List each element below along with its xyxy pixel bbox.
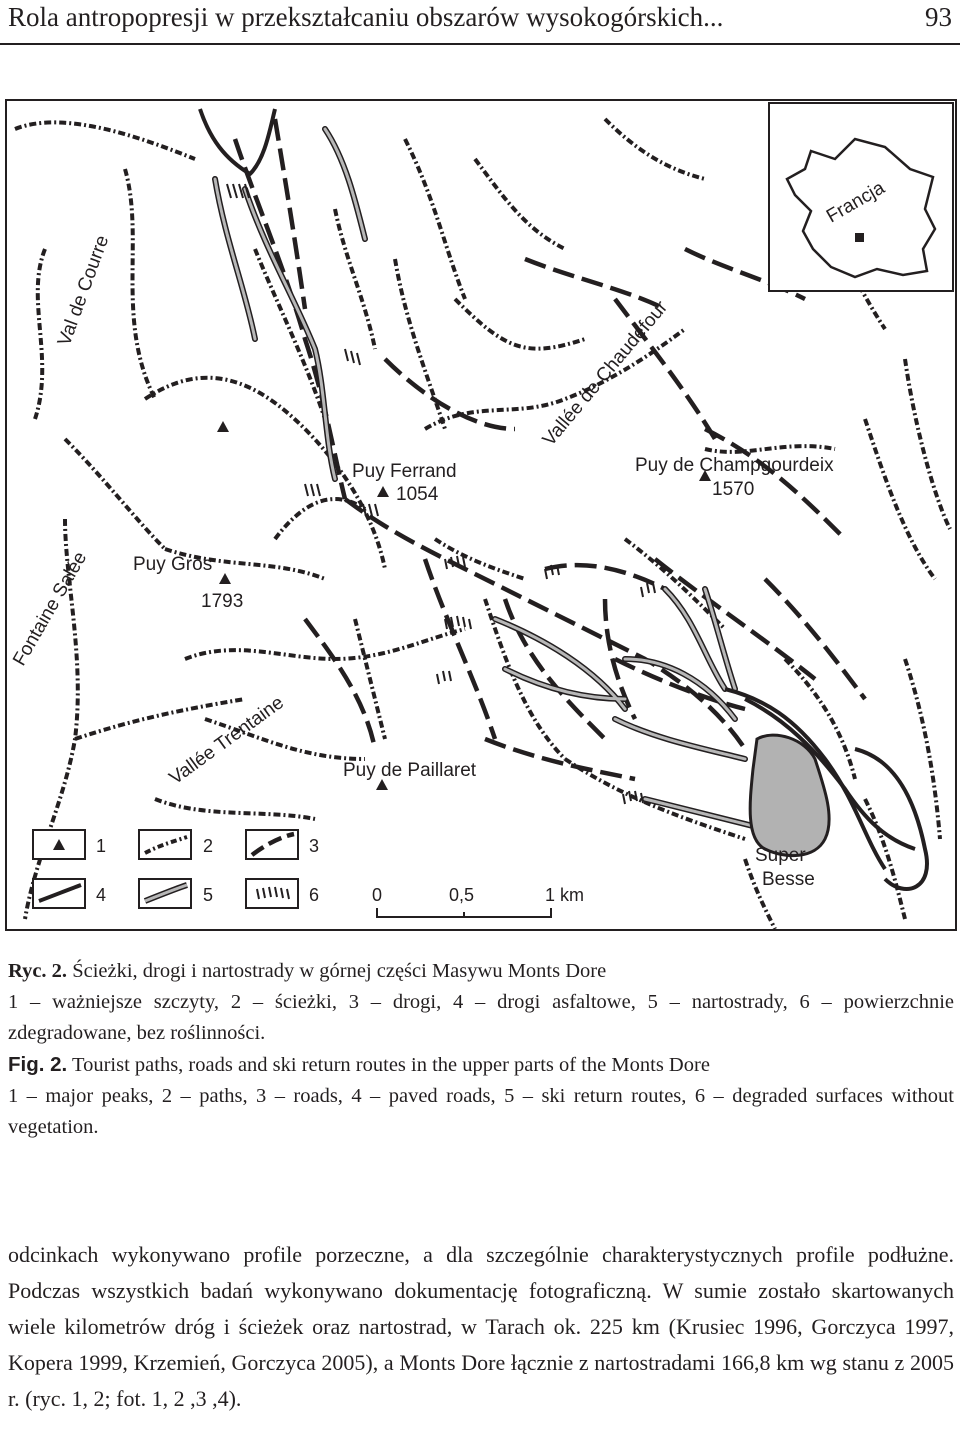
figure-map	[5, 99, 957, 931]
running-title: Rola antropopresji w przekształcaniu obszarów wysokogórskich...	[8, 2, 724, 32]
body-paragraph: odcinkach wykonywano profile porzeczne, a dla szczególnie charakterystycznych profile podłużne. Podczas wszystkich badań wykonywano dokumentację fotograficzną. W sumie zostało skartowanych wiele kilometrów dróg i ścieżek oraz nartostrad, w Tarach ok. 225 km (Krusiec 1996, Gorczyca 1997, Kopera 1999, Krzemień, Gorczyca 2005), a Monts Dore łącznie z nartostradami 166,8 km wg stanu z 2005 r. (ryc. 1, 2; fot. 1, 2 ,3 ,4).	[8, 1242, 954, 1411]
legend-label-4: 4	[96, 885, 107, 905]
label-puy-de-paillaret: Puy de Paillaret	[343, 760, 477, 781]
label-besse: Besse	[762, 869, 815, 890]
label-vallee-trentaine: Vallée Trentaine	[165, 692, 288, 790]
label-puy-ferrand-altitude: 1054	[396, 484, 439, 505]
label-vallee-de-chaudefour: Vallée de Chaudefour	[538, 296, 673, 451]
inset-map-france	[769, 103, 953, 291]
caption-pl-title: Ścieżki, drogi i nartostrady w górnej części Masywu Monts Dore	[67, 960, 607, 982]
caption-pl-legend: 1 – ważniejsze szczyty, 2 – ścieżki, 3 – drogi, 4 – drogi asfaltowe, 5 – nartostrady, 6 – powierzchnie zdegradowane, bez roślinności.	[8, 991, 954, 1044]
label-super: Super	[755, 845, 806, 866]
caption-en-legend: 1 – major peaks, 2 – paths, 3 – roads, 4 – paved roads, 5 – ski return routes, 6 – degraded surfaces without vegetation.	[8, 1085, 954, 1138]
figure-caption	[8, 956, 954, 1143]
running-header	[0, 0, 960, 46]
page-number: 93	[925, 2, 952, 32]
caption-en-title: Tourist paths, roads and ski return routes in the upper parts of the Monts Dore	[67, 1054, 710, 1076]
header-rule	[0, 43, 960, 45]
scale-zero: 0	[372, 885, 383, 905]
caption-pl	[8, 956, 954, 987]
legend-label-5: 5	[203, 885, 214, 905]
legend-box-paths	[139, 830, 191, 859]
legend-label-6: 6	[309, 885, 320, 905]
legend-label-2: 2	[203, 836, 214, 856]
label-puy-de-champgourdeix-altitude: 1570	[712, 479, 755, 500]
label-val-de-courre: Val de Courre	[53, 232, 114, 349]
label-francja: Francja	[823, 177, 889, 228]
label-puy-ferrand: Puy Ferrand	[352, 461, 457, 482]
legend-label-1: 1	[96, 836, 107, 856]
caption-pl-label: Ryc. 2.	[8, 960, 68, 982]
label-puy-gros-altitude: 1793	[201, 591, 244, 612]
scale-half: 0,5	[449, 885, 475, 905]
label-puy-de-champgourdeix: Puy de Champgourdeix	[635, 455, 834, 476]
scale-one-km: 1 km	[545, 885, 585, 905]
legend-label-3: 3	[309, 836, 320, 856]
label-fontaine-salee: Fontaine Salée	[9, 548, 92, 670]
caption-en-label: Fig. 2.	[8, 1053, 68, 1076]
legend-box-degraded	[246, 879, 298, 908]
label-puy-gros: Puy Gros	[133, 554, 213, 575]
caption-en	[8, 1049, 954, 1081]
study-area-marker	[855, 233, 864, 242]
